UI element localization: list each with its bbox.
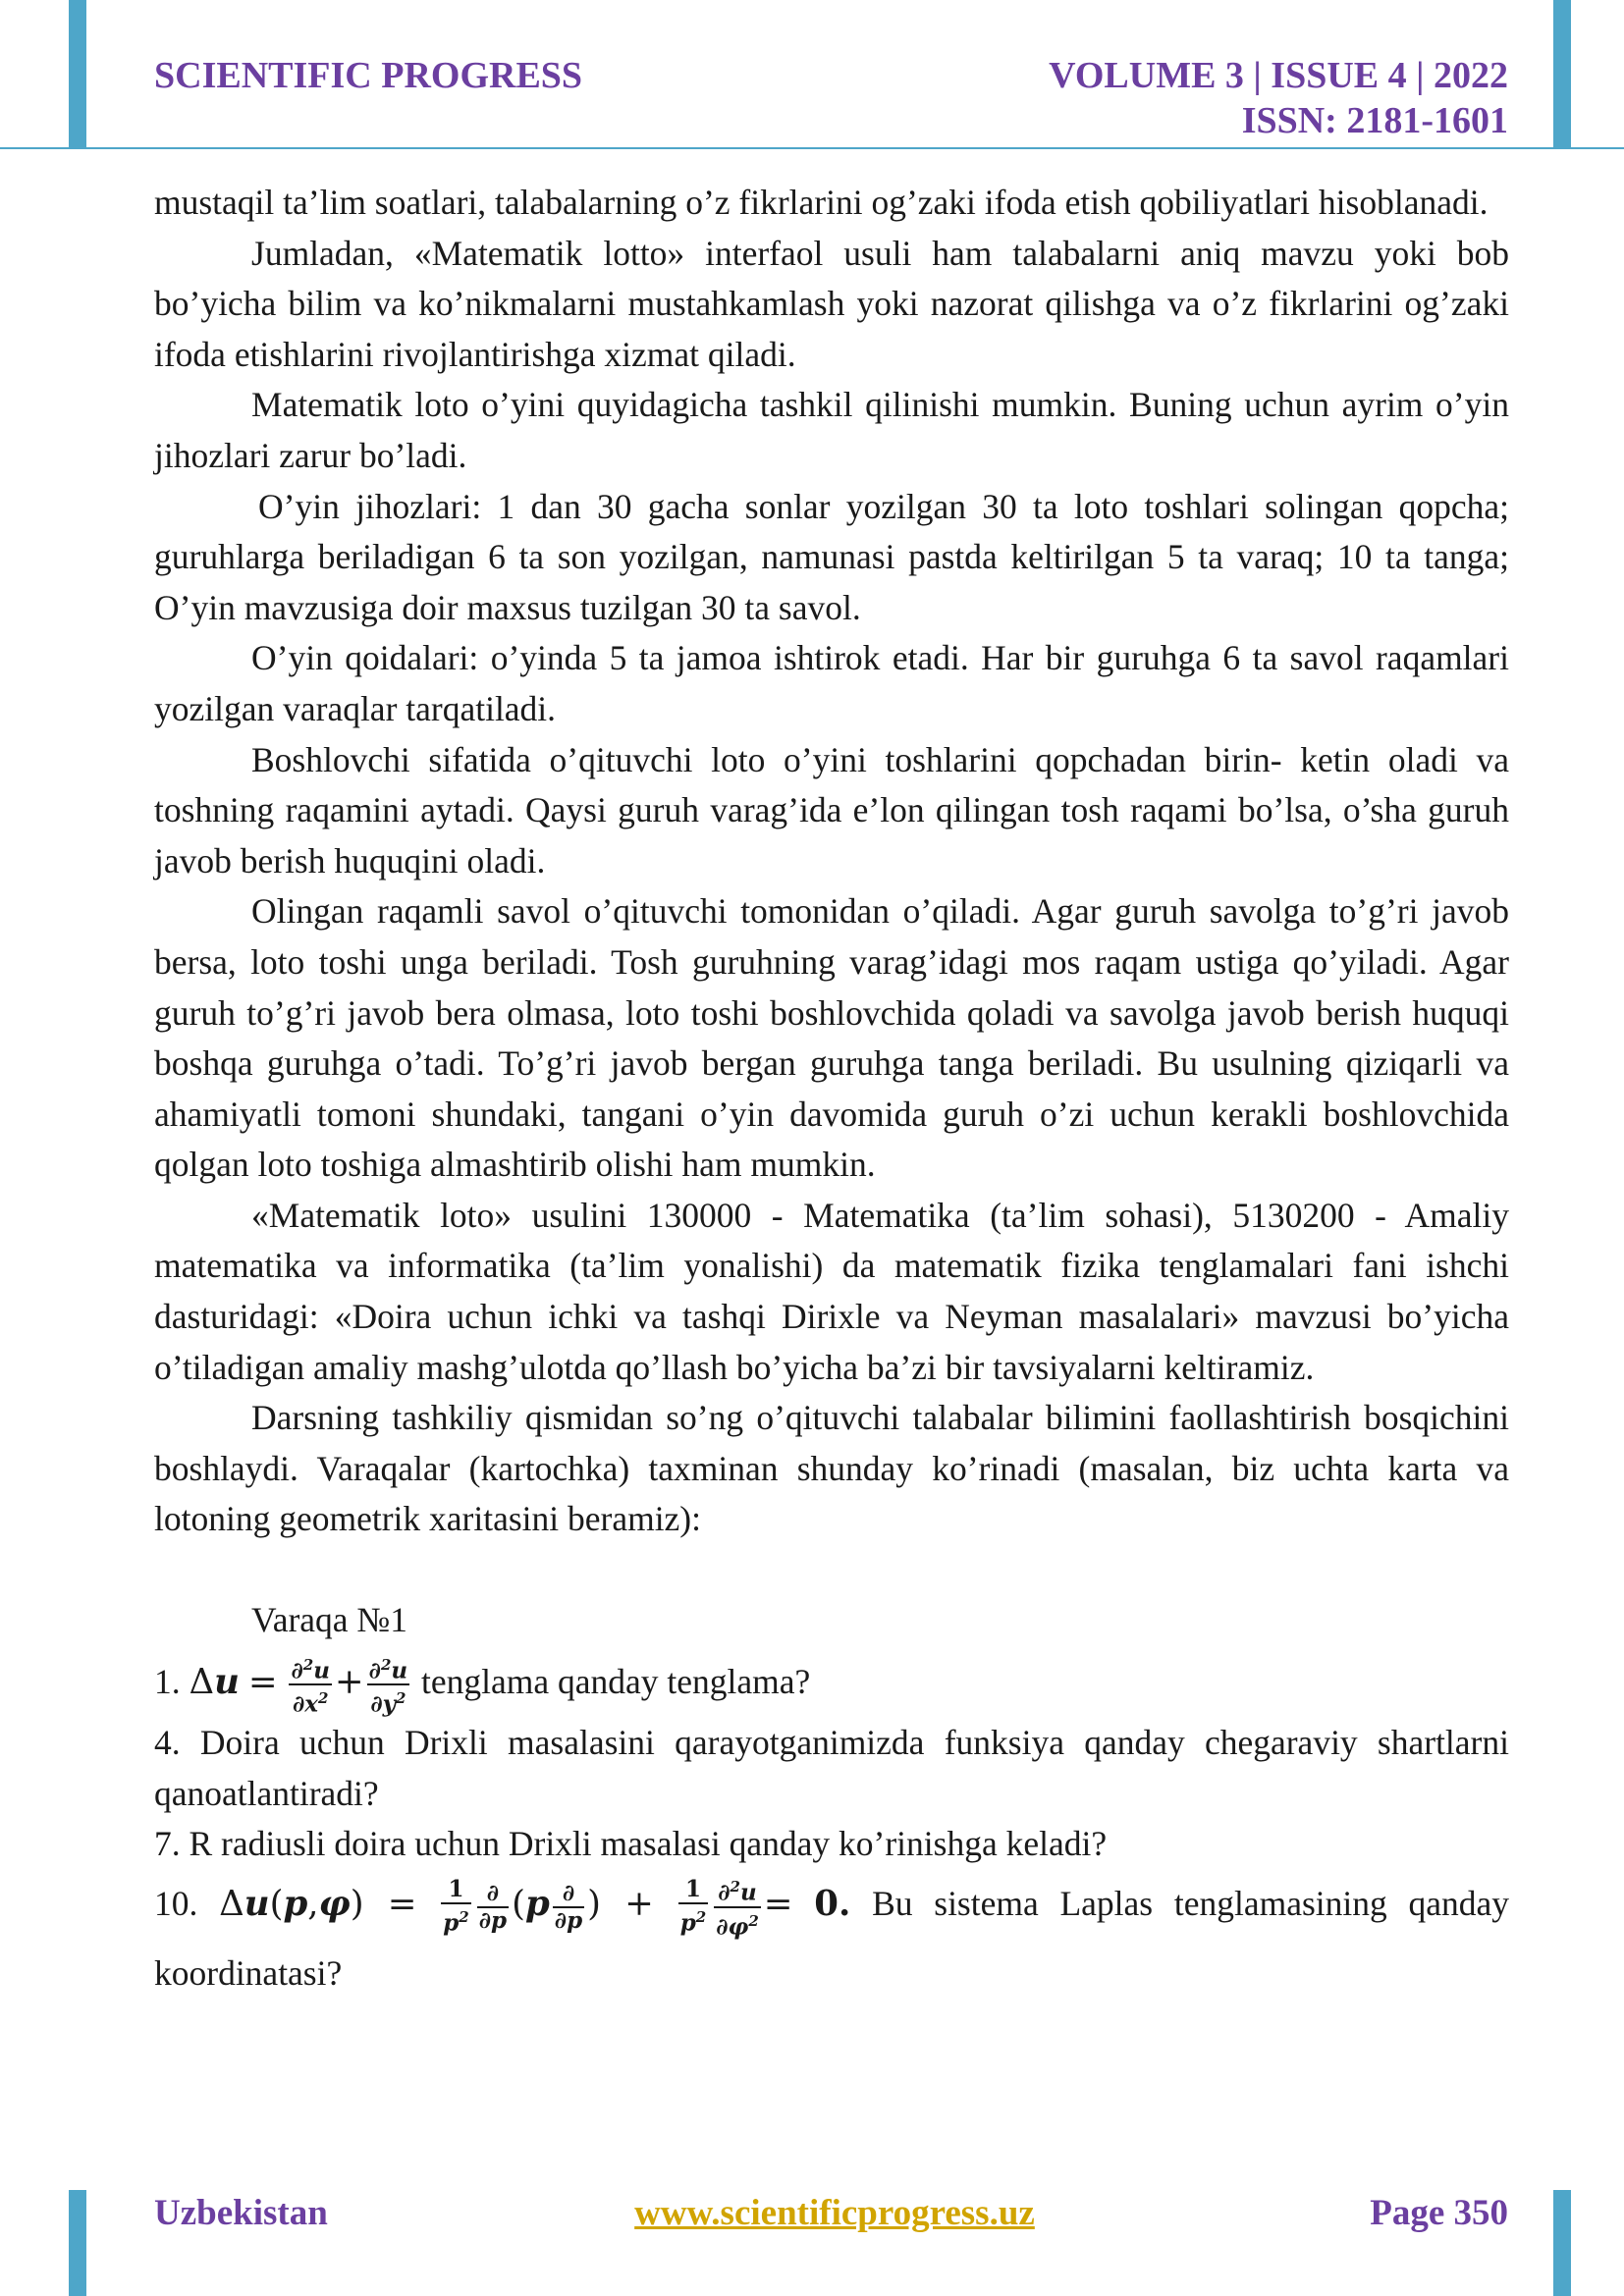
polar-laplace-equation: Δu(p,φ) = $\frac{1}{p^2}$ $\frac{\partial}{\partial p}$ (p $\frac{\partial}{\partial p}$ ) + $\frac{1}{p^2}$ $\frac{\partial^2u}{\partial\varphi^2}$ = 0. — [219, 1884, 850, 1923]
paragraph: «Matematik loto» usulini 130000 - Matematika (ta’lim sohasi), 5130200 - Amaliy matematika va informatika (ta’lim yonalishi) da matematik fizika tenglamalari fani ishchi dasturidagi: «Doira uchun ichki va tashqi Dirixle va Neyman masalalari» mavzusi bo’yicha o’tiladigan amaliy mashg’ulotda qo’llash bo’yicha ba’zi bir tavsiyalarni keltiramiz. — [154, 1195, 1509, 1387]
page-body — [154, 178, 1509, 2006]
issue-info — [1049, 53, 1508, 143]
paragraph: Jumladan, «Matematik lotto» interfaol usuli ham talabalarni aniq mavzu yoki bob bo’yicha bilim va ko’nikmalarni mustahkamlash yoki nazorat qilishga va o’z fikrlarini og’zaki ifoda etishlarini rivojlantirishga xizmat qiladi. — [154, 233, 1509, 374]
question-7: 7. R radiusli doira uchun Drixli masalasi qanday ko’rinishga keladi? — [154, 1824, 1108, 1864]
fraction: $\frac{\partial}{\partial p}$ — [554, 1879, 583, 1934]
fraction: $\frac{\partial^2u}{\partial y^2}$ — [367, 1652, 409, 1718]
question-number: 1. — [154, 1661, 181, 1701]
volume-issue: VOLUME 3 | ISSUE 4 | 2022 — [1049, 55, 1508, 96]
fraction: $\frac{\partial}{\partial p}$ — [478, 1879, 508, 1934]
journal-title: SCIENTIFIC PROGRESS — [154, 55, 583, 96]
question-text: tenglama qanday tenglama? — [421, 1661, 811, 1701]
footer-country: Uzbekistan — [154, 2193, 328, 2233]
fraction: $\frac{\partial^2u}{\partial x^2}$ — [289, 1652, 331, 1718]
paragraph: mustaqil ta’lim soatlari, talabalarning o’z fikrlarini og’zaki ifoda etish qobiliyatlari hisoblanadi. — [154, 183, 1489, 222]
decor-bar-top-right — [1553, 0, 1571, 147]
decor-bar-top-left — [69, 0, 86, 147]
footer-page-number: Page 350 — [1370, 2193, 1508, 2233]
paragraph: Matematik loto o’yini quyidagicha tashkil qilinishi mumkin. Buning uchun ayrim o’yin jihozlari zarur bo’ladi. — [154, 385, 1509, 475]
issn: ISSN: 2181-1601 — [1241, 100, 1508, 141]
footer-website-link[interactable]: www.scientificprogress.uz — [634, 2193, 1035, 2233]
question-4: 4. Doira uchun Drixli masalasini qarayotganimizda funksiya qanday chegaraviy shartlarni qanoatlantiradi? — [154, 1723, 1509, 1813]
question-number: 10. — [154, 1883, 198, 1923]
header-divider — [0, 147, 1624, 149]
paragraph: Boshlovchi sifatida o’qituvchi loto o’yini toshlarini qopchadan birin- ketin oladi va toshning raqamini aytadi. Qaysi guruh varag’ida e’lon qilingan tosh raqami bo’lsa, o’sha guruh javob berish huquqini oladi. — [154, 739, 1509, 881]
card-title: Varaqa №1 — [251, 1600, 408, 1640]
spacer — [154, 1545, 1509, 1595]
paragraph: Darsning tashkiliy qismidan so’ng o’qituvchi talabalar bilimini faollashtirish bosqichini boshlaydi. Varaqalar (kartochka) taxminan shunday ko’rinadi (masalan, biz uchta karta va lotoning geometrik xaritasini beramiz): — [154, 1398, 1509, 1539]
fraction: $\frac{1}{p^2}$ — [679, 1876, 707, 1938]
fraction: $\frac{1}{p^2}$ — [443, 1876, 469, 1938]
question-text: Bu sistema Laplas tenglamasining qanday koordinatasi? — [154, 1883, 1510, 1994]
paragraph: O’yin jihozlari: 1 dan 30 gacha sonlar yozilgan 30 ta loto toshlari solingan qopcha; guruhlarga beriladigan 6 ta son yozilgan, namunasi pastda keltirilgan 5 ta varaq; 10 ta tanga; O’yin mavzusiga doir maxsus tuzilgan 30 ta savol. — [154, 486, 1509, 627]
question-10 — [154, 1870, 1509, 2007]
laplace-equation: Δu = $\frac{\partial^2u}{\partial x^2}$ + $\frac{\partial^2u}{\partial y^2}$ — [189, 1662, 413, 1701]
question-1 — [154, 1646, 1509, 1719]
fraction: $\frac{\partial^2u}{\partial\varphi^2}$ — [714, 1874, 761, 1940]
paragraph: O’yin qoidalari: o’yinda 5 ta jamoa ishtirok etadi. Har bir guruhga 6 ta savol raqamlari yozilgan varaqlar tarqatiladi. — [154, 638, 1509, 728]
paragraph: Olingan raqamli savol o’qituvchi tomonidan o’qiladi. Agar guruh savolga to’g’ri javob bersa, loto toshi unga beriladi. Tosh guruhning varag’idagi mos raqam ustiga qo’yiladi. Agar guruh to’g’ri javob bera olmasa, loto toshi boshlovchida qoladi va savolga javob berish huquqi boshqa guruhga o’tadi. To’g’ri javob bergan guruhga tanga beriladi. Bu usulning qiziqarli va ahamiyatli tomoni shundaki, tangani o’yin davomida guruh o’zi uchun kerakli boshlovchida qolgan loto toshiga almashtirib olishi ham mumkin. — [154, 891, 1509, 1185]
